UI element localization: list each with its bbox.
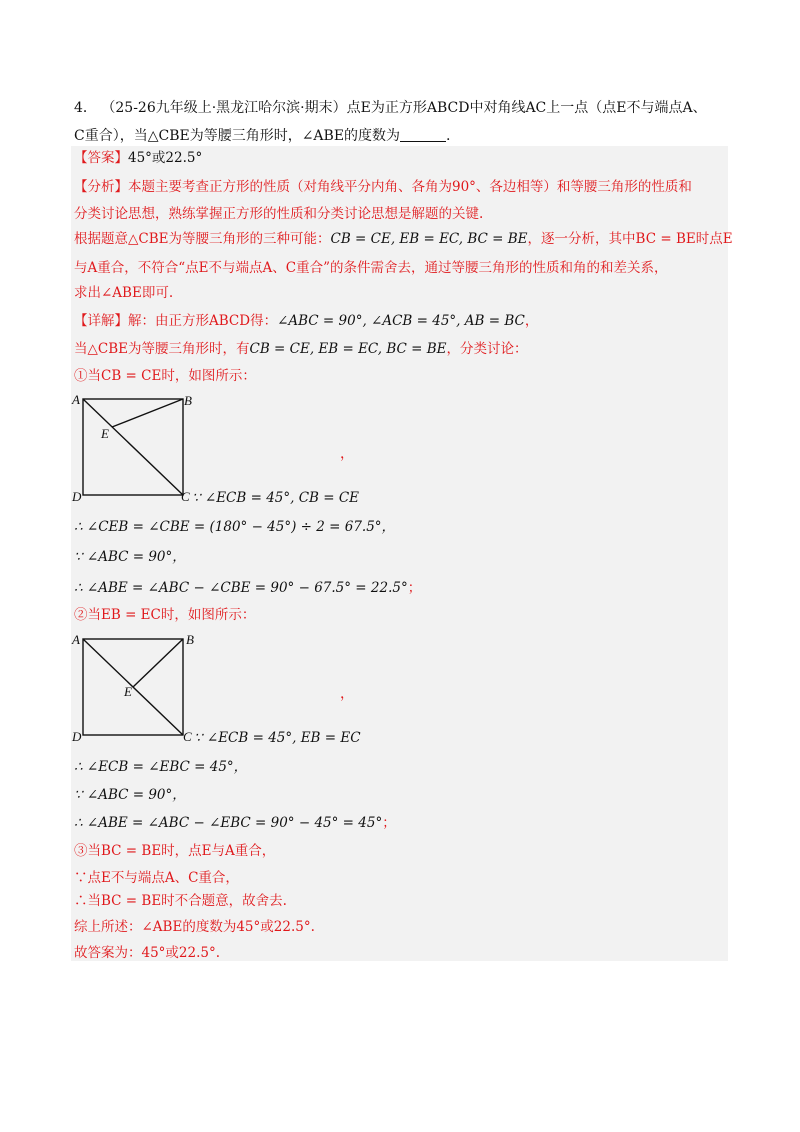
case-3-step-2: ∴当BC = BE时不合题意，故舍去.: [74, 893, 287, 909]
fig1-comma: ，: [340, 446, 354, 462]
summary-line: 综上所述：∠ABE的度数为45°或22.5°.: [74, 919, 315, 935]
segment-be: [112, 399, 183, 427]
case-1-given: ∵ ∠ECB = 45°, CB = CE: [192, 490, 360, 506]
detail-tag: 【详解】: [74, 313, 128, 329]
detail-line-1: 【详解】解：由正方形ABCD得：∠ABC = 90°, ∠ACB = 45°, AB = BC，: [74, 313, 539, 329]
case-1-step-1: ∴ ∠CEB = ∠CBE = (180° − 45°) ÷ 2 = 67.5°，: [74, 519, 396, 535]
fig1-label-e: E: [101, 426, 109, 441]
case-3-title: ③当BC = BE时，点E与A重合，: [74, 843, 276, 859]
segment-be: [133, 639, 183, 687]
analysis-line-4: 与A重合，不符合“点E不与端点A、C重合”的条件需舍去，通过等腰三角形的性质和角的和差关系，: [74, 260, 668, 276]
answer-tag: 【答案】: [74, 150, 128, 166]
fig2-label-c: C: [183, 729, 192, 744]
case-1-title: ①当CB = CE时，如图所示：: [74, 368, 256, 384]
analysis-line-3: 根据题意△CBE为等腰三角形的三种可能：CB = CE, EB = EC, BC = BE，逐一分析，其中BC = BE时点E: [74, 231, 733, 247]
analysis-line-2: 分类讨论思想，熟练掌握正方形的性质和分类讨论思想是解题的关键.: [74, 206, 484, 222]
fig2-label-a: A: [72, 632, 80, 647]
fig1-label-b: B: [184, 393, 192, 408]
case-1-step-2: ∵ ∠ABC = 90°，: [74, 549, 186, 565]
case-2-step-1: ∴ ∠ECB = ∠EBC = 45°，: [74, 759, 248, 775]
fig2-label-d: D: [72, 729, 82, 744]
detail-line-2: 当△CBE为等腰三角形时，有CB = CE, EB = EC, BC = BE，分类讨论：: [74, 341, 528, 357]
question-line-2: C重合），当△CBE为等腰三角形时，∠ABE的度数为: [74, 128, 401, 144]
figure-case-1: [72, 392, 202, 502]
fig2-label-e: E: [124, 684, 132, 699]
case-2-given: ∵ ∠ECB = 45°, EB = EC: [194, 730, 361, 746]
question-line-1: （25-26九年级上·黑龙江哈尔滨·期末）点E为正方形ABCD中对角线AC上一点（点E不与端点A、: [101, 100, 707, 116]
diagonal-ac: [83, 399, 183, 495]
fig2-label-b: B: [186, 632, 194, 647]
answer-value: 45°或22.5°: [128, 150, 203, 166]
analysis-line-5: 求出∠ABE即可.: [74, 285, 174, 301]
analysis-line-1: 【分析】本题主要考查正方形的性质（对角线平分内角、各角为90°、各边相等）和等腰三角形的性质和: [74, 179, 692, 195]
figure-case-2: [72, 632, 202, 742]
fig2-comma: ，: [340, 686, 354, 702]
answer-line: [74, 148, 202, 168]
fig1-label-a: A: [72, 392, 80, 407]
case-3-step-1: ∵点E不与端点A、C重合，: [74, 870, 239, 886]
case-2-step-2: ∵ ∠ABC = 90°，: [74, 787, 186, 803]
analysis-tag: 【分析】: [74, 179, 128, 195]
case-1-step-3: ∴ ∠ABE = ∠ABC − ∠CBE = 90° − 67.5° = 22.5°；: [74, 580, 422, 596]
question-number: 4．: [74, 100, 97, 116]
case-2-title: ②当EB = EC时，如图所示：: [74, 607, 256, 623]
case-2-step-3: ∴ ∠ABE = ∠ABC − ∠EBC = 90° − 45° = 45°；: [74, 815, 396, 831]
fig1-label-c: C: [181, 489, 190, 504]
final-answer-line: 故答案为：45°或22.5°.: [74, 945, 221, 961]
answer-blank: [400, 127, 446, 142]
fig1-label-d: D: [72, 489, 82, 504]
